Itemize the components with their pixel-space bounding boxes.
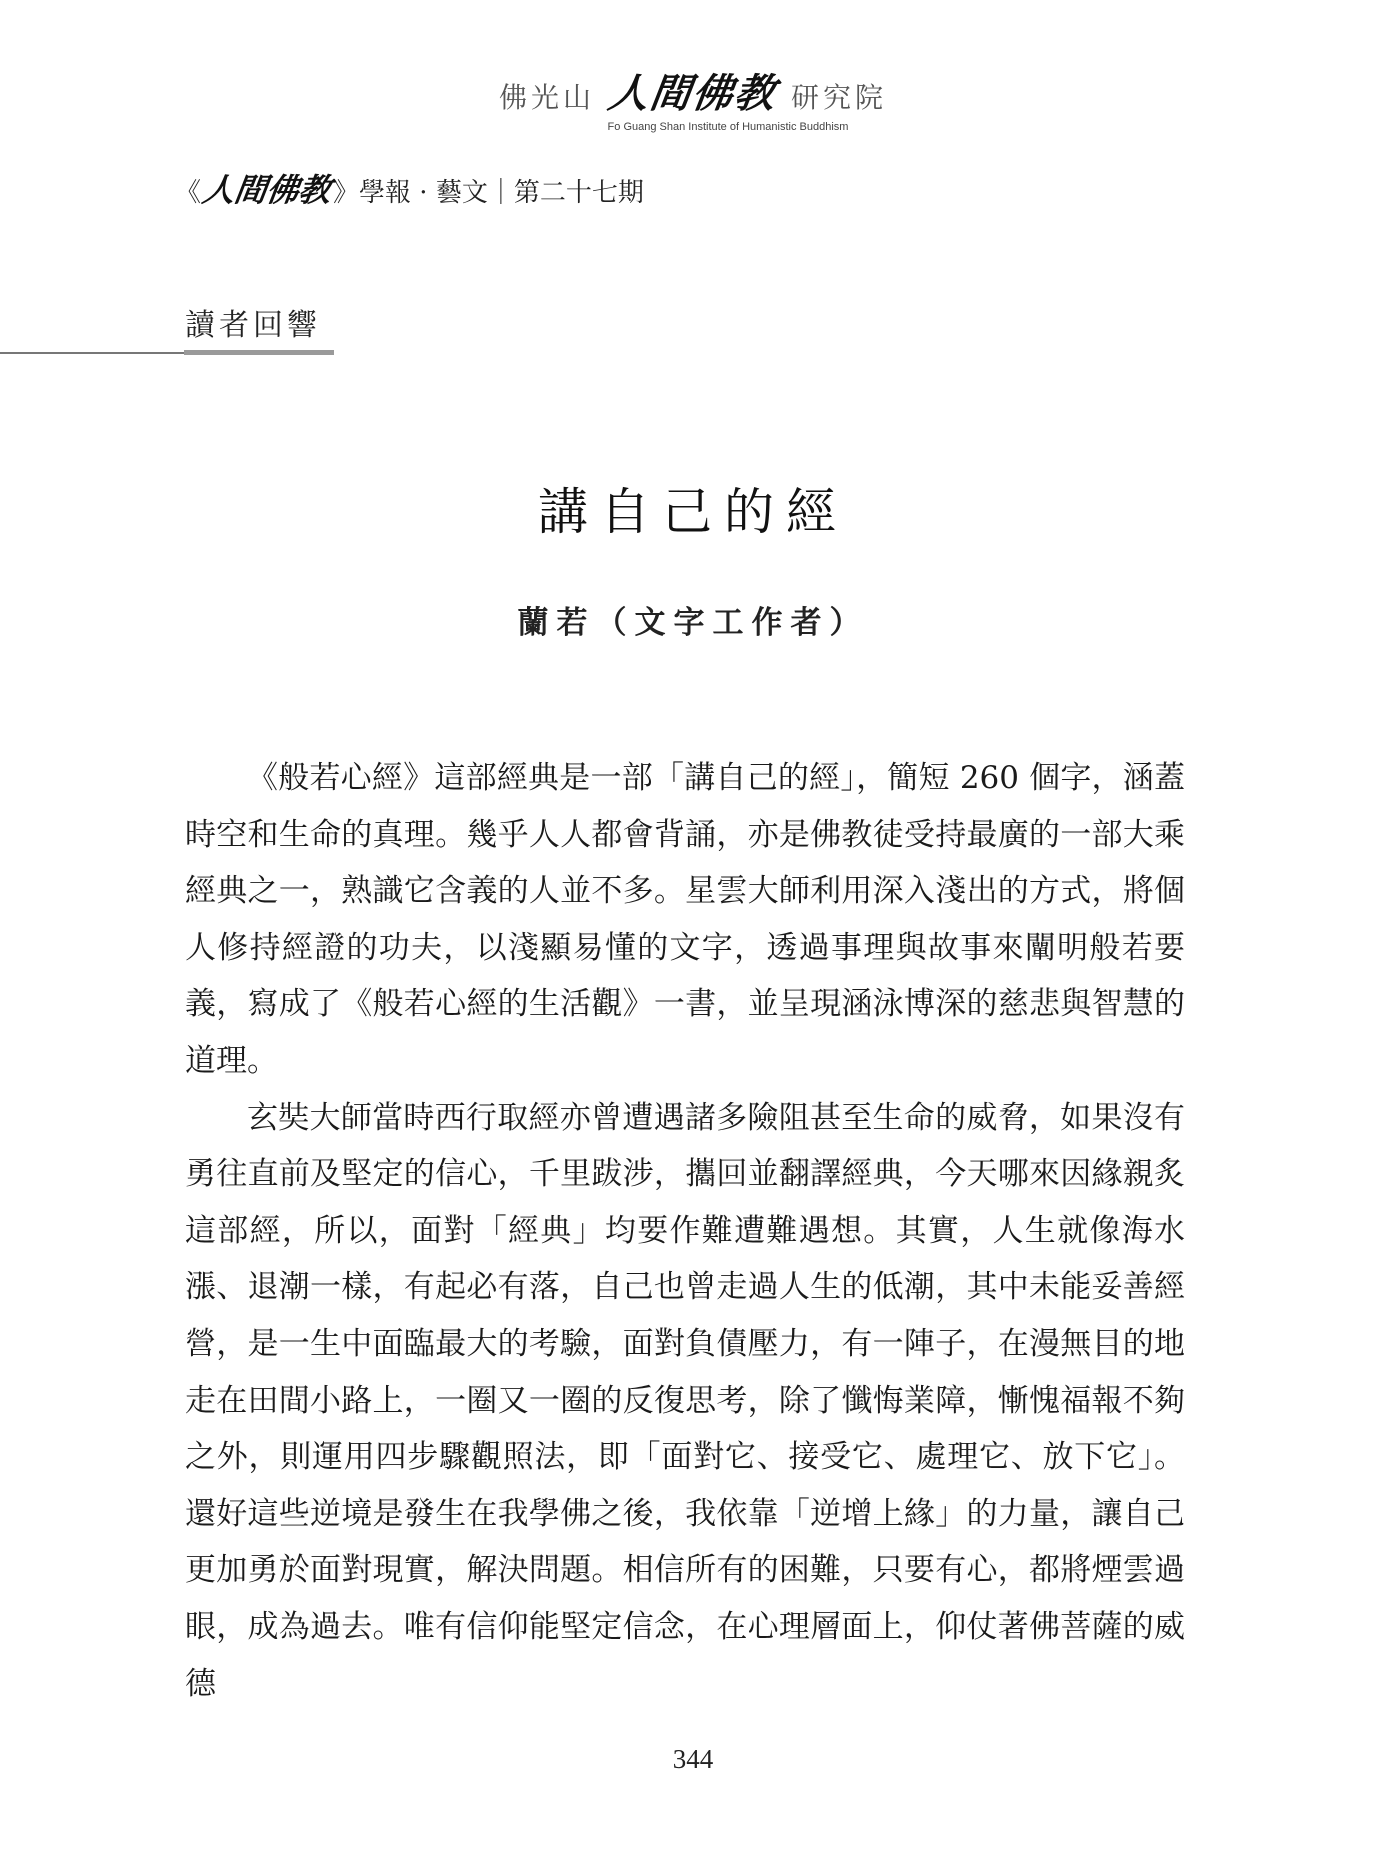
institute-name — [499, 62, 887, 119]
body-paragraph: 玄奘大師當時西行取經亦曾遭遇諸多險阻甚至生命的威脅，如果沒有勇往直前及堅定的信心，千里跋涉，攜回並翻譯經典，今天哪來因緣親炙這部經，所以，面對「經典」均要作難遭難遇想。其實，人生就像海水漲、退潮一樣，有起必有落，自己也曾走過人生的低潮，其中未能妥善經營，是一生中面臨最大的考驗，面對負債壓力，有一陣子，在漫無目的地走在田間小路上，一圈又一圈的反復思考，除了懺悔業障，慚愧福報不夠之外，則運用四步驟觀照法，即「面對它、接受它、處理它、放下它」。還好這些逆境是發生在我學佛之後，我依靠「逆增上緣」的力量，讓自己更加勇於面對現實，解決問題。相信所有的困難，只要有心，都將煙雲過眼，成為過去。唯有信仰能堅定信念，在心理層面上，仰仗著佛菩薩的威德 — [185, 1099, 1185, 1702]
humanistic-buddhism-logo: 人間佛教 — [605, 70, 780, 117]
journal-issue-text: 學報 · 藝文｜第二十七期 — [359, 178, 644, 208]
page-number: 344 — [672, 1744, 714, 1774]
journal-running-head — [175, 165, 644, 211]
institute-english-name: Fo Guang Shan Institute of Humanistic Buddhism — [607, 121, 849, 133]
article-title: 講自己的經 — [538, 483, 848, 541]
body-paragraph: 《般若心經》這部經典是一部「講自己的經」，簡短 260 個字，涵蓋時空和生命的真理。幾乎人人都會背誦，亦是佛教徒受持最廣的一部大乘經典之一，熟識它含義的人並不多。星雲大師利用深入淺出的方式，將個人修持經證的功夫，以淺顯易懂的文字，透過事理與故事來闡明般若要義，寫成了《般若心經的生活觀》一書，並呈現涵泳博深的慈悲與智慧的道理。 — [185, 760, 1185, 1079]
institute-prefix: 佛光山 — [498, 81, 595, 114]
journal-close-bracket: 》 — [333, 178, 360, 208]
journal-open-bracket: 《 — [175, 178, 202, 208]
journal-logo: 人間佛教 — [200, 171, 334, 209]
article-author: 蘭若（文字工作者） — [517, 605, 869, 641]
section-label: 讀者回響 — [185, 308, 321, 343]
section-underline — [184, 350, 334, 355]
article-body — [185, 750, 1185, 1712]
institute-header — [0, 62, 1386, 133]
institute-suffix: 研究院 — [791, 81, 888, 114]
